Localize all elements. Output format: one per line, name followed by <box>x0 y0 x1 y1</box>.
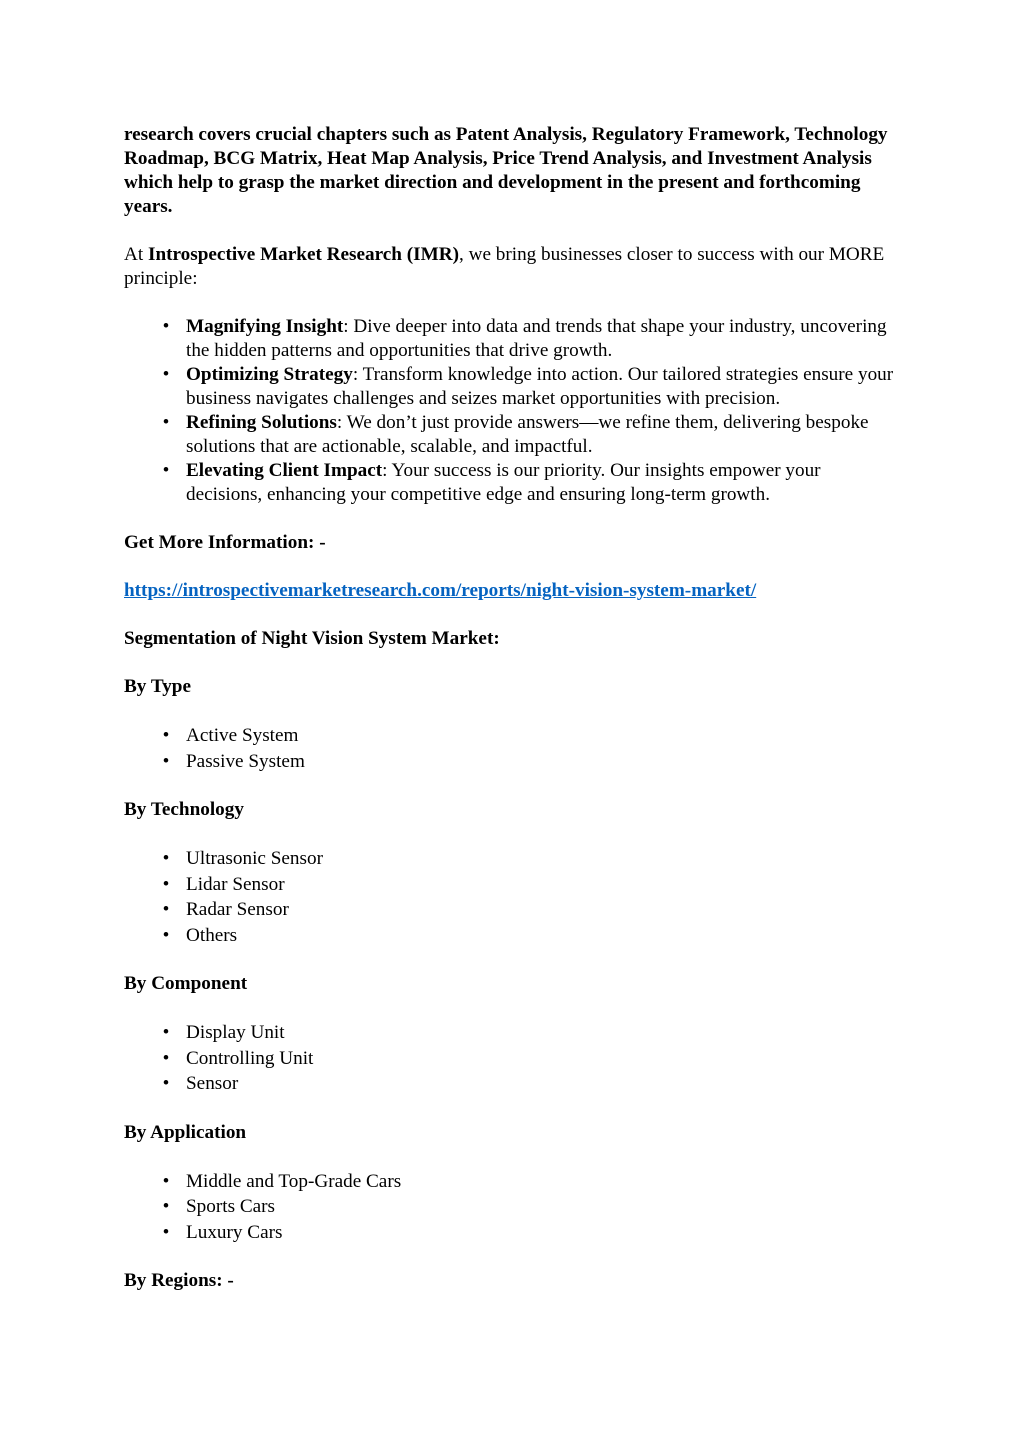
by-technology-list <box>124 846 894 948</box>
list-item-label: Ultrasonic Sensor <box>186 848 323 869</box>
list-item <box>124 923 894 949</box>
bullet-icon: • <box>162 899 170 920</box>
list-item-label: Others <box>186 924 238 946</box>
list-item-label: Controlling Unit <box>186 1047 314 1069</box>
bullet-icon: • <box>162 364 170 385</box>
principle-text: : We don’t just provide answers—we refine them, delivering bespoke solutions that are actionable, scalable, and impactful. <box>186 412 869 457</box>
by-component-list <box>124 1020 894 1097</box>
list-item <box>124 1020 894 1046</box>
list-item <box>124 897 894 923</box>
list-item <box>124 315 894 363</box>
bullet-icon: • <box>162 460 170 481</box>
list-item-label: Middle and Top-Grade Cars <box>186 1170 402 1192</box>
bullet-icon: • <box>162 1196 170 1217</box>
list-item-label: Display Unit <box>186 1022 285 1043</box>
bullet-icon: • <box>162 412 170 433</box>
bullet-icon: • <box>162 1170 170 1192</box>
list-item-label: Luxury Cars <box>186 1221 283 1243</box>
bullet-icon: • <box>162 848 170 869</box>
principle-title: Optimizing Strategy <box>186 364 353 385</box>
report-link[interactable]: https://introspectivemarketresearch.com/reports/night-vision-system-market/ <box>124 580 757 601</box>
bullet-icon: • <box>162 1073 170 1094</box>
principles-list <box>124 315 894 507</box>
by-application-heading: By Application <box>124 1121 247 1143</box>
segmentation-heading: Segmentation of Night Vision System Market: <box>124 628 500 649</box>
bullet-icon: • <box>162 725 170 746</box>
list-item <box>124 1046 894 1072</box>
list-item-label: Lidar Sensor <box>186 873 285 895</box>
by-application-list <box>124 1169 894 1246</box>
list-item <box>124 411 894 459</box>
list-item-label: Passive System <box>186 750 305 772</box>
by-type-list <box>124 723 894 774</box>
list-item <box>124 363 894 411</box>
by-type-heading: By Type <box>124 676 191 697</box>
bullet-icon: • <box>162 750 170 772</box>
get-more-heading: Get More Information: - <box>124 532 326 553</box>
list-item-label: Sensor <box>186 1073 239 1094</box>
more-principle-paragraph <box>124 243 894 291</box>
list-item <box>124 1071 894 1097</box>
report-link-paragraph <box>124 579 894 603</box>
document-page <box>124 123 894 1293</box>
more-prefix: At <box>124 244 148 265</box>
list-item <box>124 1194 894 1220</box>
principle-text: : Transform knowledge into action. Our tailored strategies ensure your business navigates challenges and seizes market opportunities with precision. <box>186 364 894 409</box>
list-item <box>124 723 894 749</box>
more-suffix: , we bring businesses closer to success with our MORE principle: <box>124 244 885 289</box>
bullet-icon: • <box>162 1047 170 1069</box>
list-item-label: Radar Sensor <box>186 899 289 920</box>
list-item <box>124 459 894 507</box>
list-item <box>124 1169 894 1195</box>
list-item <box>124 872 894 898</box>
principle-title: Elevating Client Impact <box>186 460 383 481</box>
principle-text: : Dive deeper into data and trends that shape your industry, uncovering the hidden patterns and opportunities that drive growth. <box>186 316 887 361</box>
list-item <box>124 846 894 872</box>
bullet-icon: • <box>162 316 170 337</box>
bullet-icon: • <box>162 1022 170 1043</box>
bullet-icon: • <box>162 924 170 946</box>
bullet-icon: • <box>162 873 170 895</box>
principle-title: Refining Solutions <box>186 412 337 433</box>
list-item-label: Sports Cars <box>186 1196 276 1217</box>
bullet-icon: • <box>162 1221 170 1243</box>
intro-paragraph: research covers crucial chapters such as Patent Analysis, Regulatory Framework, Technology Roadmap, BCG Matrix, Heat Map Analysis, Price Trend Analysis, and Investment Analysis which help to grasp the market direction and development in the present and forthcoming years. <box>124 124 888 217</box>
principle-title: Magnifying Insight <box>186 316 344 337</box>
principle-text: : Your success is our priority. Our insights empower your decisions, enhancing your competitive edge and ensuring long-term growth. <box>186 460 821 505</box>
by-component-heading: By Component <box>124 973 248 994</box>
by-technology-heading: By Technology <box>124 799 244 820</box>
by-regions-heading: By Regions: - <box>124 1270 234 1291</box>
company-name: Introspective Market Research (IMR) <box>147 244 459 265</box>
list-item <box>124 749 894 775</box>
list-item <box>124 1220 894 1246</box>
list-item-label: Active System <box>186 725 299 746</box>
